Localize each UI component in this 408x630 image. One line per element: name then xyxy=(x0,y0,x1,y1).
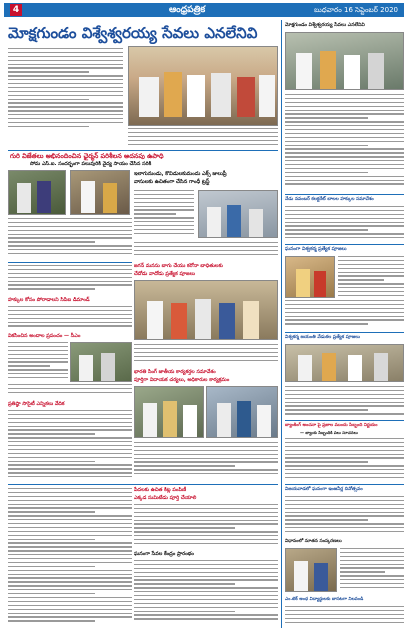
story-body-text xyxy=(8,342,68,380)
story-headline: మోక్షగుండం విశ్వేశ్వరయ్య సేవలు ఎనలేనివి xyxy=(285,23,365,28)
story-headline: భారతి సింగ్ జాతీయ కార్యకర్తల సమావేశం xyxy=(134,369,216,375)
story-headline: ఇలాగునుండు, కొవిడులకుమందు ఎక్స్ జులుప్రీ xyxy=(134,171,227,177)
column-divider xyxy=(281,20,282,628)
story-photo xyxy=(206,386,278,438)
story-body-text xyxy=(8,384,132,396)
lead-body-text xyxy=(8,48,123,130)
lead-headline: మోక్షగుండం విశ్వేశ్వరయ్య సేవలు ఎనలేనివి xyxy=(8,24,258,42)
story-photo xyxy=(8,170,66,215)
story-headline: విధానంలో నూతన సంస్కరణలు xyxy=(285,539,342,544)
story-headline: విశ్వకర్మ జయంతి వేడుకల ప్రత్యేక పూజలు xyxy=(285,335,360,340)
story-body-text xyxy=(8,410,132,480)
story-photo xyxy=(198,190,278,238)
story-headline: వికసించిన అందాల ప్రపంచం — సీఎం xyxy=(8,333,81,339)
lead-photo xyxy=(128,46,278,126)
story-headline: హక్కుల కోసం పోరాడాలని సిపిఐ డిమాండ్ xyxy=(8,297,90,303)
story-body-text xyxy=(285,438,404,482)
story-body-text xyxy=(285,300,404,330)
story-body-text xyxy=(134,504,278,548)
story-body-text xyxy=(134,560,278,626)
story-body-text xyxy=(8,265,132,293)
story-headline: గురి విజేతలు అభినందించిన ఛైర్మన్ పరిశీలన అదనపు ఉపాధి xyxy=(10,152,164,160)
divider xyxy=(8,150,278,151)
story-body-text xyxy=(285,206,404,242)
story-subheadline: — బ్యాంకు సిబ్బందికి పలు సూచనలు xyxy=(300,430,358,435)
story-body-text xyxy=(134,242,278,258)
story-photo xyxy=(285,256,335,298)
divider xyxy=(8,484,278,485)
story-headline: నేడు నవంబర్ కలక్టరేట్ బాలల హక్కుల సమావేశం xyxy=(285,197,374,202)
divider xyxy=(285,244,404,245)
story-body-text xyxy=(285,386,404,418)
story-body-text xyxy=(134,190,194,238)
story-subheadline: సోమ ఎస్.ఐ. సందర్భంగా పలువురికి వైద్య సాయం చేసిన సరికి xyxy=(30,161,152,167)
story-photo xyxy=(134,386,204,438)
divider xyxy=(285,484,404,485)
story-body-text xyxy=(285,606,404,628)
story-body-text xyxy=(8,488,132,628)
page-header-bar xyxy=(4,3,404,17)
story-headline: ఎం.టెక్ అంధ విద్యార్థులకు బాసటగా నిలవండి xyxy=(285,597,364,602)
story-body-text xyxy=(285,496,404,536)
story-body-text xyxy=(8,218,132,258)
story-body-text xyxy=(134,344,278,366)
story-photo xyxy=(285,344,404,382)
story-photo xyxy=(285,548,337,592)
story-body-text xyxy=(340,548,404,592)
story-photo xyxy=(70,342,132,382)
story-photo xyxy=(134,280,278,340)
story-headline: బ్యాంకింగ్ అంచనా పై ప్రజాల ముందు సిబ్బంది నిర్ణయం xyxy=(285,423,378,428)
divider xyxy=(8,262,132,263)
story-body-text xyxy=(8,306,132,330)
story-headline: విజయవాడలో ఘనంగా ఇంజనీర్ల దినోత్సవం xyxy=(285,487,363,492)
story-body-text xyxy=(338,256,404,298)
story-subheadline: పూర్తిగా విదాయక చర్యలు, అధికారుల కార్యక్రమం xyxy=(134,377,230,383)
story-headline: పేదలకు ఉచిత కిట్ల పంపిణీ xyxy=(134,487,187,493)
story-headline: ప్రతిష్ఠా సొసైటీ ఎన్నికలు వేదిక xyxy=(8,401,65,407)
lead-body-text-2 xyxy=(128,128,278,148)
divider xyxy=(285,332,404,333)
divider xyxy=(285,420,404,421)
story-subheadline: చేదోడు వాదోడు ప్రత్యేక పూజలు xyxy=(134,271,195,277)
story-headline: ఘనంగా విశ్వకర్మ ప్రత్యేక పూజలు xyxy=(285,247,347,252)
page-number: 4 xyxy=(10,4,22,16)
masthead-title: ఆంధ్రపత్రిక xyxy=(169,5,206,15)
story-body-text xyxy=(285,94,404,190)
story-photo xyxy=(70,170,130,215)
story-subheadline: ఎక్కడ సుమిటేడు పూర్తి చేయాలి xyxy=(134,495,197,501)
story-headline: ఘనంగా సేవల కేంద్రం ప్రారంభం xyxy=(134,551,194,557)
story-body-text xyxy=(134,442,278,480)
divider xyxy=(285,194,404,195)
story-subheadline: వాసులకు ఉచితంగా చేసిన గాంధీ ట్రస్ట్ xyxy=(134,179,210,185)
story-headline: జగన్ మనసు బాగు చేయు కరోనా బాధితులకు xyxy=(134,263,223,269)
story-photo xyxy=(285,32,404,90)
date-line: బుధవారం 16 సెప్టెంబర్ 2020 xyxy=(314,6,398,14)
